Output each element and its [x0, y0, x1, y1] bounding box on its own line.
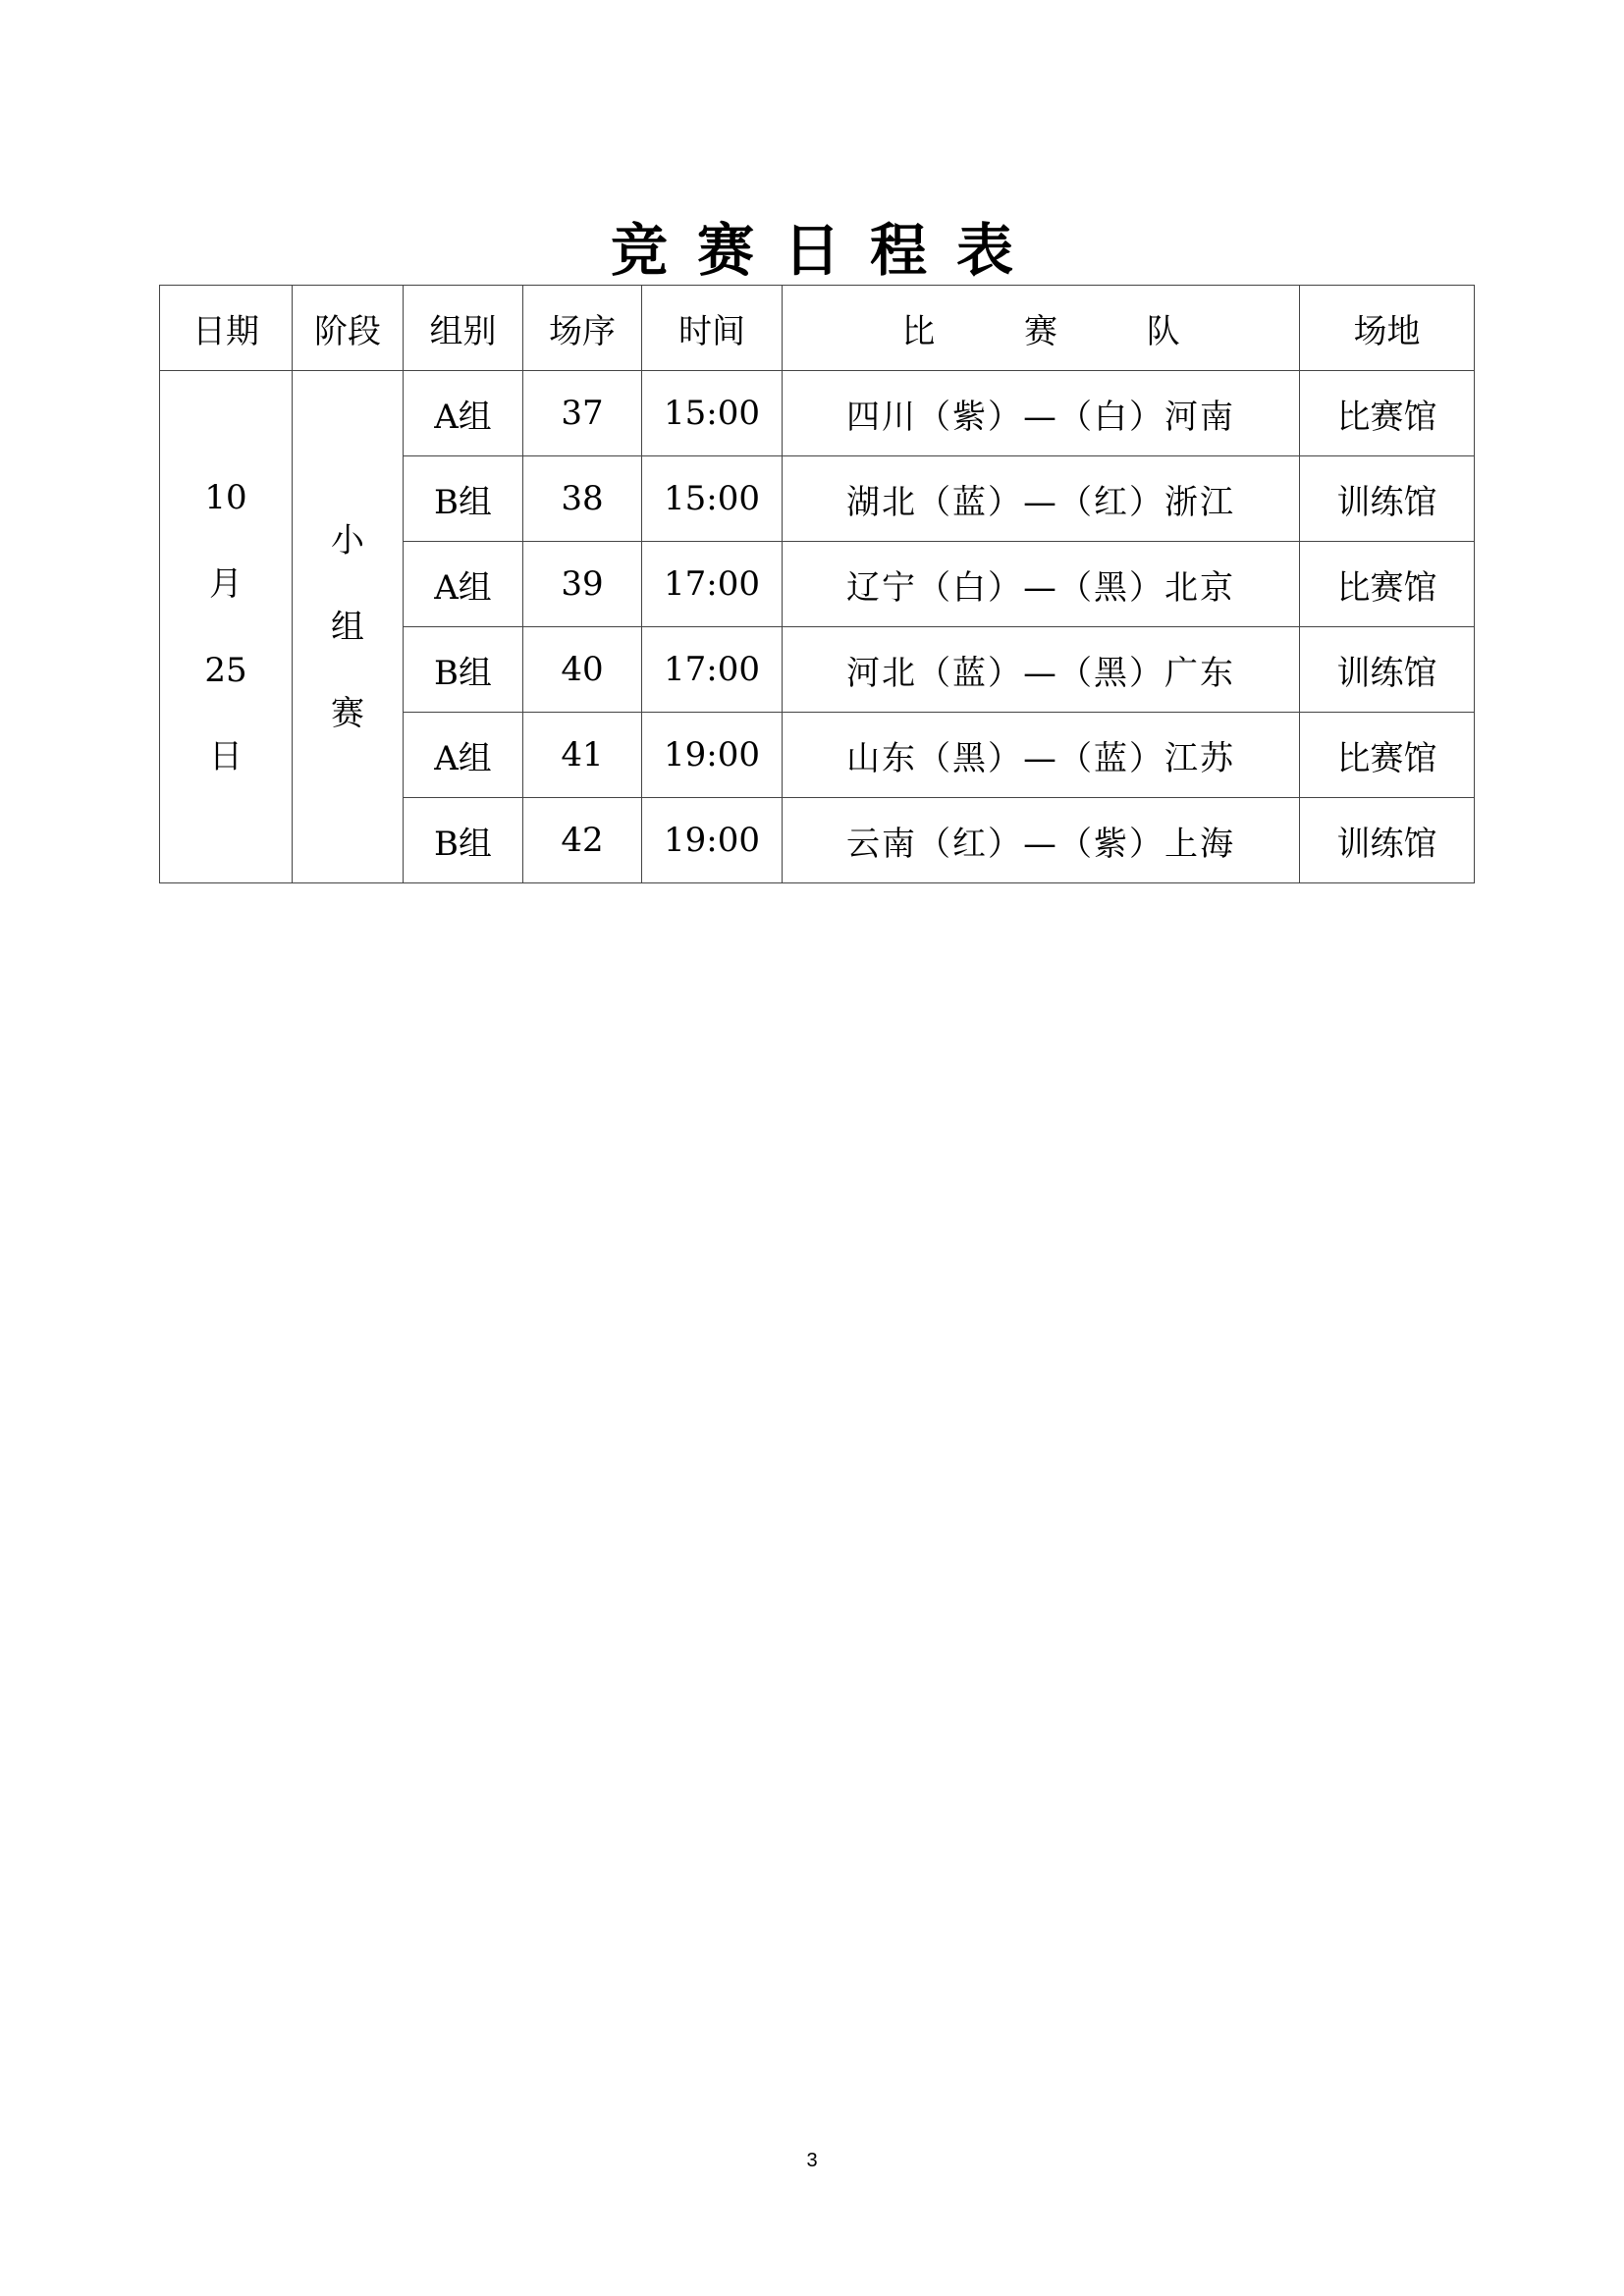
header-date: 日期 [160, 286, 293, 371]
group-cell: B组 [404, 627, 523, 713]
teams-cell: 湖北（蓝）—（红）浙江 [783, 456, 1300, 542]
header-match-no: 场序 [523, 286, 642, 371]
venue-cell: 训练馆 [1300, 627, 1475, 713]
venue-cell: 训练馆 [1300, 798, 1475, 883]
time-cell: 19:00 [642, 713, 783, 798]
group-cell: B组 [404, 798, 523, 883]
date-part: 25 [204, 650, 247, 690]
venue-cell: 训练馆 [1300, 456, 1475, 542]
header-row [160, 286, 1475, 371]
page-number: 3 [806, 2150, 818, 2171]
venue-cell: 比赛馆 [1300, 713, 1475, 798]
time-cell: 17:00 [642, 627, 783, 713]
date-part: 月 [209, 563, 243, 604]
stage-part: 赛 [331, 693, 364, 733]
header-teams: 比 赛 队 [783, 286, 1300, 371]
match-no-cell: 37 [523, 371, 642, 456]
time-cell: 15:00 [642, 456, 783, 542]
header-group: 组别 [404, 286, 523, 371]
date-cell [160, 371, 293, 883]
match-no-cell: 39 [523, 542, 642, 627]
time-cell: 17:00 [642, 542, 783, 627]
match-no-cell: 38 [523, 456, 642, 542]
table-row [160, 371, 1475, 456]
teams-cell: 四川（紫）—（白）河南 [783, 371, 1300, 456]
teams-cell: 辽宁（白）—（黑）北京 [783, 542, 1300, 627]
date-part: 日 [209, 736, 243, 776]
match-no-cell: 41 [523, 713, 642, 798]
stage-cell [293, 371, 404, 883]
teams-cell: 云南（红）—（紫）上海 [783, 798, 1300, 883]
match-no-cell: 42 [523, 798, 642, 883]
venue-cell: 比赛馆 [1300, 542, 1475, 627]
venue-cell: 比赛馆 [1300, 371, 1475, 456]
match-no-cell: 40 [523, 627, 642, 713]
header-stage: 阶段 [293, 286, 404, 371]
schedule-table [159, 285, 1475, 883]
time-cell: 15:00 [642, 371, 783, 456]
group-cell: A组 [404, 371, 523, 456]
date-part: 10 [204, 477, 247, 517]
time-cell: 19:00 [642, 798, 783, 883]
teams-cell: 山东（黑）—（蓝）江苏 [783, 713, 1300, 798]
page-title: 竞赛日程表 [610, 217, 1043, 284]
group-cell: A组 [404, 542, 523, 627]
teams-cell: 河北（蓝）—（黑）广东 [783, 627, 1300, 713]
stage-part: 小 [331, 520, 364, 561]
group-cell: B组 [404, 456, 523, 542]
header-time: 时间 [642, 286, 783, 371]
group-cell: A组 [404, 713, 523, 798]
stage-part: 组 [331, 607, 364, 647]
header-venue: 场地 [1300, 286, 1475, 371]
